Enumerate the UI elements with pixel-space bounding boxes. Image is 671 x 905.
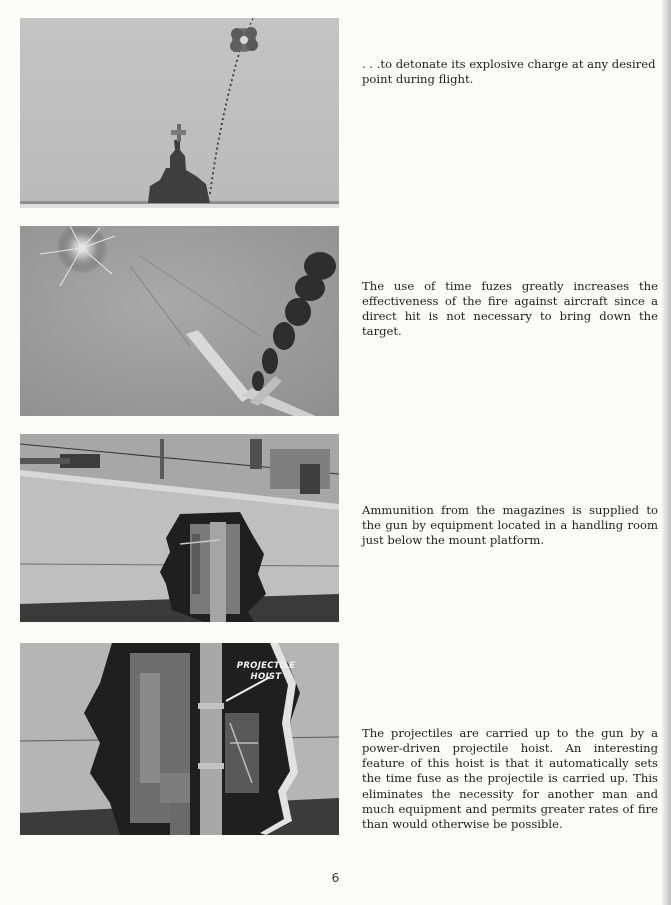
photo-ship-firing <box>20 18 339 208</box>
callout-line-1: PROJECTILE <box>236 661 296 671</box>
callout-line-2: HOIST <box>250 672 282 682</box>
hoist-tube <box>200 643 222 835</box>
projectile-hoist-label <box>236 661 296 683</box>
page-binding-shadow <box>661 0 671 905</box>
photo-handling-room-cutaway <box>20 434 339 622</box>
page-number: 6 <box>331 871 340 885</box>
caption-time-fuzes: The use of time fuzes greatly increases the effectiveness of the fire against aircraft since a direct hit is not necessary to bring down the target. <box>362 278 658 339</box>
air-burst <box>230 27 258 52</box>
photo-aircraft-hit <box>20 226 339 416</box>
caption-ammunition-supply: Ammunition from the magazines is supplied to the gun by equipment located in a handling room just below the mount platform. <box>362 502 658 548</box>
caption-projectile-hoist: The projectiles are carried up to the gun by a power-driven projectile hoist. An interesting feature of this hoist is that it automatically sets the time fuse as the projectile is carried up. This eliminates the necessity for another man and much equipment and permits greater rates of fire than would otherwise be possible. <box>362 725 658 832</box>
caption-detonate: . . .to detonate its explosive charge at any desired point during flight. <box>362 56 656 86</box>
